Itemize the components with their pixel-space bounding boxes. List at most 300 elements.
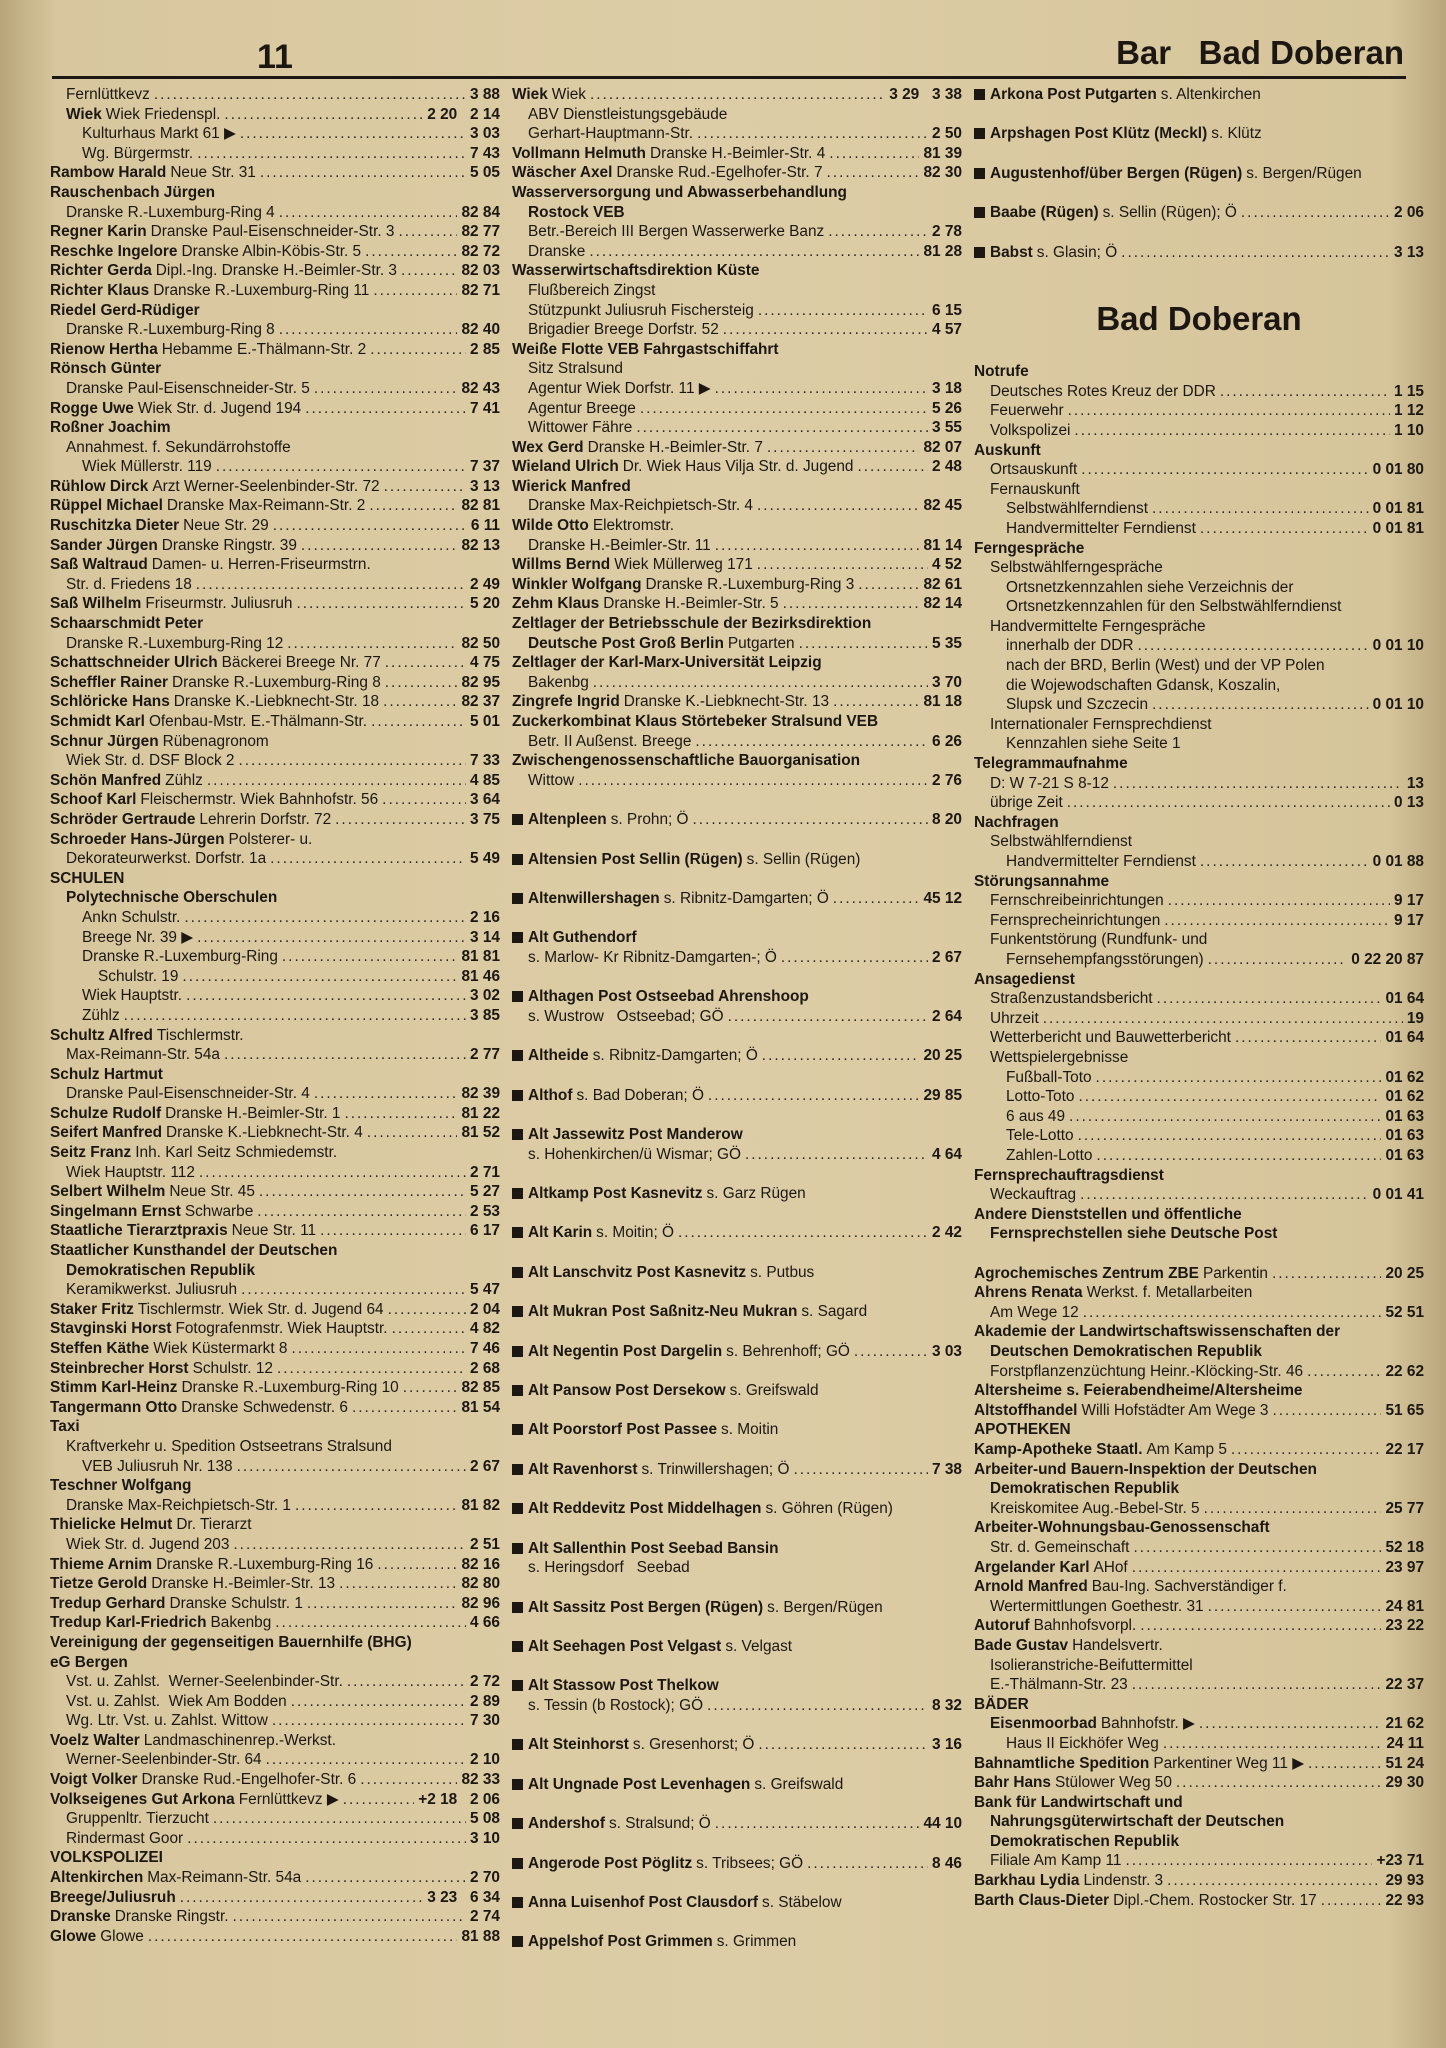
phone-number: 3 88: [470, 86, 500, 103]
dot-leader: [371, 712, 466, 732]
entry-detail: s. Prohn; Ö: [610, 811, 689, 829]
directory-entry: [974, 1440, 1424, 1460]
entry-detail: Fernsprecheinrichtungen: [990, 911, 1161, 929]
entry-name: Rauschenbach Jürgen: [50, 183, 216, 201]
entry-name: Babst: [990, 243, 1033, 261]
dot-leader: [1132, 1675, 1382, 1695]
directory-entry: [50, 1692, 500, 1712]
entry-detail: Dranske K.-Liebknecht-Str. 4: [166, 1124, 363, 1142]
entry-detail: Damen- u. Herren-Friseurmstrn.: [151, 556, 371, 574]
entry-detail: Selbstwählferndienst: [1006, 500, 1149, 518]
entry-detail: Dranske R.-Luxemburg-Ring 16: [156, 1555, 374, 1573]
dot-leader: [1137, 636, 1368, 656]
entry-detail: Dekorateurwerkst. Dorfstr. 1a: [66, 850, 267, 868]
entry-detail: Tischlermstr. Wiek Str. d. Jugend 64: [137, 1300, 384, 1318]
phone-number: 5 49: [470, 850, 500, 868]
directory-entry: [974, 793, 1424, 813]
phone-number: 2 16: [470, 908, 500, 926]
phone-number: 82 96: [461, 1594, 500, 1612]
entry-detail: Dr. Tierarzt: [176, 1516, 252, 1534]
directory-entry: [974, 813, 1424, 833]
square-bullet-icon: [512, 1424, 523, 1435]
phone-number: 21 62: [1385, 1715, 1424, 1733]
directory-entry: [974, 1734, 1424, 1754]
square-bullet-icon: [512, 1050, 523, 1061]
directory-entry: [974, 872, 1424, 892]
dot-leader: [287, 634, 457, 654]
phone-number: 0 22 20 87: [1351, 950, 1424, 968]
phone-number: 52 18: [1385, 1538, 1424, 1556]
dot-leader: [197, 928, 466, 948]
directory-entry: [50, 1241, 500, 1261]
phone-number: 3 03: [470, 125, 500, 143]
phone-number: 01 62: [1385, 1088, 1424, 1106]
entry-detail: s. Tribsees; GÖ: [696, 1854, 804, 1872]
directory-entry: [974, 421, 1424, 441]
directory-entry: [50, 1555, 500, 1575]
directory-entry: [512, 1086, 962, 1106]
directory-entry: [512, 732, 962, 752]
directory-entry: [974, 911, 1424, 931]
square-bullet-icon: [512, 1267, 523, 1278]
entry-detail: Dranske Paul-Eisenschneider-Str. 3: [150, 223, 395, 241]
entry-name: SCHULEN: [50, 869, 125, 887]
entry-detail: Dranske Schwedenstr. 6: [181, 1398, 348, 1416]
entry-name: Wierick Manfred: [512, 477, 631, 495]
phone-number: 2 48: [932, 458, 962, 476]
phone-number: 2 74: [470, 1908, 500, 1926]
dot-leader: [715, 379, 928, 399]
phone-number: 5 05: [470, 164, 500, 182]
dot-leader: [307, 1594, 458, 1614]
directory-entry: [50, 1437, 500, 1457]
entry-detail: Breege Nr. 39 ▶: [82, 928, 194, 946]
directory-entry: [974, 1460, 1424, 1480]
entry-detail: Dranske Max-Reimann-Str. 2: [166, 497, 366, 515]
directory-entry: [50, 203, 500, 223]
entry-detail: die Wojewodschaften Gdansk, Koszalin,: [1006, 676, 1281, 694]
entry-detail: s. Heringsdorf Seebad: [528, 1559, 690, 1577]
entry-detail: Wertermittlungen Goethestr. 31: [990, 1597, 1204, 1615]
dot-leader: [233, 1535, 466, 1555]
dot-leader: [335, 810, 466, 830]
directory-entry: [50, 1672, 500, 1692]
phone-number: 51 65: [1385, 1401, 1424, 1419]
entry-detail: Str. d. Gemeinschaft: [990, 1538, 1130, 1556]
dot-leader: [385, 653, 466, 673]
entry-name: Agrochemisches Zentrum ZBE: [974, 1264, 1199, 1282]
dot-leader: [728, 1007, 928, 1027]
entry-name: Altersheime s. Feierabendheime/Altersheime: [974, 1382, 1303, 1400]
entry-detail: nach der BRD, Berlin (West) und der VP Polen: [1006, 657, 1325, 675]
directory-entry: [50, 1300, 500, 1320]
square-bullet-icon: [512, 814, 523, 825]
directory-entry: [512, 1558, 962, 1578]
dot-leader: [295, 1496, 458, 1516]
entry-name: Wex Gerd: [512, 438, 584, 456]
entry-name: Rostock VEB: [528, 203, 625, 221]
column-2: [512, 85, 962, 1952]
directory-entry: [974, 1812, 1424, 1832]
directory-entry: [50, 144, 500, 164]
phone-number: 4 52: [932, 556, 962, 574]
directory-entry: [974, 1126, 1424, 1146]
entry-name: Demokratischen Republik: [66, 1261, 256, 1279]
directory-entry: [512, 1302, 962, 1322]
column-3: [974, 85, 1424, 1952]
directory-entry: [512, 1932, 962, 1952]
directory-entry: [512, 183, 962, 203]
dot-leader: [1074, 421, 1390, 441]
phone-number: 44 10: [923, 1815, 962, 1833]
directory-entry: [50, 575, 500, 595]
directory-entry: [974, 1048, 1424, 1068]
phone-number: 82 50: [461, 634, 500, 652]
directory-entry: [974, 1028, 1424, 1048]
entry-name: Willms Bernd: [512, 556, 611, 574]
dot-leader: [1152, 499, 1369, 519]
dot-leader: [124, 1006, 466, 1026]
entry-detail: s. Marlow- Kr Ribnitz-Damgarten-; Ö: [528, 948, 777, 966]
directory-entry: [512, 281, 962, 301]
dot-leader: [382, 790, 466, 810]
entry-detail: Ankn Schulstr.: [82, 908, 181, 926]
entry-detail: Fleischermstr. Wiek Bahnhofstr. 56: [140, 791, 379, 809]
directory-entry: [50, 359, 500, 379]
directory-entry: [974, 832, 1424, 852]
entry-detail: Schulstr. 12: [192, 1359, 273, 1377]
dot-leader: [275, 1613, 466, 1633]
phone-number: 82 81: [461, 497, 500, 515]
dot-leader: [392, 1319, 466, 1339]
directory-entry: [974, 1283, 1424, 1303]
directory-entry: [50, 1084, 500, 1104]
directory-entry: [512, 1893, 962, 1913]
phone-number: 6 17: [470, 1222, 500, 1240]
directory-entry: [974, 676, 1424, 696]
directory-entry: [50, 653, 500, 673]
entry-detail: s. Stralsund; Ö: [608, 1815, 711, 1833]
column-3-bottom: [974, 362, 1424, 1910]
entry-detail: Dranske Albin-Köbis-Str. 5: [181, 242, 362, 260]
directory-entry: [974, 164, 1424, 184]
entry-detail: Neue Str. 31: [170, 164, 256, 182]
entry-name: Sander Jürgen: [50, 536, 158, 554]
entry-detail: Kraftverkehr u. Spedition Ostseetrans Stralsund: [66, 1437, 392, 1455]
entry-name: Schattschneider Ulrich: [50, 654, 218, 672]
dot-leader: [1307, 1362, 1381, 1382]
dot-leader: [279, 203, 458, 223]
directory-entry: [512, 1223, 962, 1243]
entry-detail: Schulstr. 19: [98, 967, 179, 985]
phone-number: 2 06: [1394, 204, 1424, 222]
square-bullet-icon: [512, 1680, 523, 1691]
entry-name: Glowe: [50, 1927, 97, 1945]
entry-detail: Wiek Friedenspl.: [105, 105, 221, 123]
directory-entry: [512, 751, 962, 771]
entry-name: Staatliche Tierarztpraxis: [50, 1222, 228, 1240]
dot-leader: [758, 301, 928, 321]
entry-detail: s. Bergen/Rügen: [1246, 164, 1362, 182]
directory-entry: [50, 869, 500, 889]
dot-leader: [241, 1280, 466, 1300]
dot-leader: [180, 1888, 424, 1908]
entry-detail: Ortsnetzkennzahlen siehe Verzeichnis der: [1006, 578, 1294, 596]
entry-detail: Dranske H.-Beimler-Str. 4: [649, 144, 826, 162]
entry-detail: Internationaler Fernsprechdienst: [990, 715, 1212, 733]
entry-detail: Hebamme E.-Thälmann-Str. 2: [161, 340, 367, 358]
directory-entry: [512, 1263, 962, 1283]
entry-name: Staatlicher Kunsthandel der Deutschen: [50, 1242, 338, 1260]
entry-detail: s. Bad Doberan; Ö: [576, 1086, 704, 1104]
entry-name: Schulze Rudolf: [50, 1104, 162, 1122]
dot-leader: [1235, 1028, 1382, 1048]
directory-columns: [50, 85, 1424, 1952]
entry-name: Altheide: [528, 1047, 589, 1065]
entry-name: Zwischengenossenschaftliche Bauorganisation: [512, 752, 861, 770]
entry-name: Richter Klaus: [50, 281, 150, 299]
dot-leader: [1167, 1871, 1381, 1891]
dot-leader: [693, 810, 929, 830]
entry-name: Alt Reddevitz Post Middelhagen: [528, 1500, 762, 1518]
entry-name: Arpshagen Post Klütz (Meckl): [990, 125, 1208, 143]
phone-number: 2 51: [470, 1535, 500, 1553]
directory-entry: [50, 967, 500, 987]
directory-entry: [512, 163, 962, 183]
directory-entry: [974, 1166, 1424, 1186]
entry-detail: Bäckerei Breege Nr. 77: [221, 654, 381, 672]
phone-number: 0 01 81: [1372, 519, 1424, 537]
phone-number: 81 18: [923, 693, 962, 711]
entry-name: Steinbrecher Horst: [50, 1359, 189, 1377]
entry-name: Rambow Harald: [50, 164, 167, 182]
phone-number: 0 01 10: [1372, 696, 1424, 714]
directory-entry: [974, 441, 1424, 461]
entry-name: Thielicke Helmut: [50, 1516, 173, 1534]
directory-entry: [974, 715, 1424, 735]
directory-entry: [512, 144, 962, 164]
directory-entry: [50, 1711, 500, 1731]
entry-name: Wasserversorgung und Abwasserbehandlung: [512, 183, 847, 201]
entry-detail: Parkentin: [1202, 1264, 1268, 1282]
entry-detail: Lotto-Toto: [1006, 1088, 1075, 1106]
directory-entry: [974, 1714, 1424, 1734]
dot-leader: [239, 751, 467, 771]
entry-detail: Gruppenltr. Tierzucht: [66, 1810, 209, 1828]
dot-leader: [828, 222, 928, 242]
entry-detail: Vst. u. Zahlst. Wiek Am Bodden: [66, 1692, 287, 1710]
phone-number: 3 18: [932, 379, 962, 397]
entry-detail: Schwarbe: [184, 1202, 254, 1220]
phone-number: 1 15: [1394, 382, 1424, 400]
square-bullet-icon: [512, 1306, 523, 1317]
phone-number: 4 85: [470, 771, 500, 789]
directory-entry: [512, 1499, 962, 1519]
phone-number: 52 51: [1385, 1303, 1424, 1321]
entry-detail: Kreiskomitee Aug.-Bebel-Str. 5: [990, 1499, 1200, 1517]
entry-detail: Stützpunkt Juliusruh Fischersteig: [528, 301, 754, 319]
square-bullet-icon: [512, 1503, 523, 1514]
directory-entry: [50, 1378, 500, 1398]
entry-detail: s. Göhren (Rügen): [765, 1500, 893, 1518]
entry-detail: s. Ribnitz-Damgarten; Ö: [592, 1047, 758, 1065]
phone-number: 82 37: [461, 693, 500, 711]
directory-entry: [512, 1460, 962, 1480]
dot-leader: [367, 1123, 458, 1143]
entry-detail: s. Bergen/Rügen: [767, 1598, 883, 1616]
entry-detail: s. Tessin (b Rostock); GÖ: [528, 1696, 704, 1714]
dot-leader: [352, 1398, 458, 1418]
phone-number: 01 62: [1385, 1068, 1424, 1086]
entry-detail: Ortsnetzkennzahlen für den Selbstwählferndienst: [1006, 598, 1342, 616]
entry-detail: Wg. Ltr. Vst. u. Zahlst. Wittow: [66, 1712, 268, 1730]
entry-detail: Bau-Ing. Sachverständiger f.: [1091, 1578, 1287, 1596]
directory-entry: [974, 1577, 1424, 1597]
directory-entry: [974, 85, 1424, 105]
square-bullet-icon: [512, 932, 523, 943]
dot-leader: [398, 222, 457, 242]
entry-detail: Agentur Wiek Dorfstr. 11 ▶: [528, 379, 711, 397]
entry-name: Wilde Otto: [512, 517, 589, 535]
entry-name: Altkamp Post Kasnevitz: [528, 1185, 703, 1203]
directory-entry: [50, 536, 500, 556]
directory-entry: [512, 614, 962, 634]
entry-name: Zeltlager der Karl-Marx-Universität Leipzig: [512, 654, 822, 672]
directory-entry: [50, 105, 500, 125]
directory-entry: [512, 203, 962, 223]
entry-detail: Wiek Str. d. Jugend 203: [66, 1535, 230, 1553]
phone-number: 4 66: [470, 1614, 500, 1632]
directory-entry: [50, 947, 500, 967]
phone-number: 6 15: [932, 301, 962, 319]
entry-name: Schnur Jürgen: [50, 732, 159, 750]
dot-leader: [360, 1770, 457, 1790]
entry-detail: Neue Str. 29: [183, 517, 269, 535]
directory-entry: [512, 1814, 962, 1834]
entry-detail: Dranske K.-Liebknecht-Str. 13: [623, 693, 830, 711]
directory-entry: [974, 1381, 1424, 1401]
directory-entry: [974, 1322, 1424, 1342]
phone-number: 24 11: [1386, 1734, 1424, 1752]
dot-leader: [1204, 1499, 1382, 1519]
directory-entry: [50, 281, 500, 301]
directory-entry: [974, 1871, 1424, 1891]
entry-detail: Dranske Ringstr. 39: [161, 536, 297, 554]
directory-entry: [974, 754, 1424, 774]
directory-entry: [50, 1143, 500, 1163]
entry-name: Bade Gustav: [974, 1636, 1069, 1654]
entry-detail: Dranske Max-Reichpietsch-Str. 4: [528, 497, 753, 515]
dot-leader: [272, 1711, 466, 1731]
entry-name: VOLKSPOLIZEI: [50, 1849, 163, 1867]
phone-number: 82 71: [461, 281, 500, 299]
dot-leader: [385, 673, 458, 693]
entry-detail: s. Wustrow Ostseebad; GÖ: [528, 1007, 724, 1025]
phone-number: 01 63: [1385, 1107, 1424, 1125]
entry-name: Alt Guthendorf: [528, 929, 637, 947]
directory-entry: [974, 1793, 1424, 1813]
phone-number: 2 67: [932, 948, 962, 966]
entry-name: Akademie der Landwirtschaftswissenschaften der: [974, 1323, 1341, 1341]
entry-detail: Deutsches Rotes Kreuz der DDR: [990, 382, 1216, 400]
directory-entry: [50, 1339, 500, 1359]
directory-entry: [512, 105, 962, 125]
directory-entry: [50, 830, 500, 850]
entry-name: Bahr Hans: [974, 1774, 1051, 1792]
entry-name: Alt Jassewitz Post Manderow: [528, 1126, 743, 1144]
directory-entry: [50, 1770, 500, 1790]
entry-name: Tredup Gerhard: [50, 1594, 166, 1612]
entry-name: Schröder Gertraude: [50, 810, 196, 828]
phone-number: 19: [1406, 1009, 1424, 1027]
entry-name: Stimm Karl-Heinz: [50, 1379, 178, 1397]
entry-name: Singelmann Ernst: [50, 1202, 181, 1220]
dot-leader: [1321, 1891, 1382, 1911]
dot-leader: [401, 261, 458, 281]
phone-number: 0 01 10: [1372, 637, 1424, 655]
dot-leader: [1043, 1009, 1403, 1029]
dot-leader: [1168, 891, 1390, 911]
directory-entry: [974, 1342, 1424, 1362]
entry-name: Polytechnische Oberschulen: [66, 889, 278, 907]
dot-leader: [695, 732, 928, 752]
dot-leader: [636, 418, 928, 438]
phone-number: 82 16: [461, 1555, 500, 1573]
entry-detail: Dranske K.-Liebknecht-Str. 18: [173, 693, 380, 711]
phone-number: 8 32: [932, 1696, 962, 1714]
entry-name: Alt Ungnade Post Levenhagen: [528, 1775, 751, 1793]
dot-leader: [148, 1927, 458, 1947]
entry-detail: Dranske Ringstr.: [114, 1908, 229, 1926]
entry-detail: Betr. II Außenst. Breege: [528, 732, 692, 750]
directory-entry: [974, 558, 1424, 578]
entry-name: Demokratischen Republik: [990, 1480, 1180, 1498]
entry-name: Angerode Post Pöglitz: [528, 1854, 693, 1872]
dot-leader: [240, 124, 466, 144]
dot-leader: [793, 1460, 928, 1480]
entry-detail: Dr. Wiek Haus Vilja Str. d. Jugend: [622, 458, 854, 476]
dot-leader: [197, 144, 466, 164]
dot-leader: [1273, 1401, 1382, 1421]
directory-entry: [974, 597, 1424, 617]
entry-detail: Werner-Seelenbinder-Str. 64: [66, 1751, 262, 1769]
directory-entry: [974, 1107, 1424, 1127]
entry-detail: Bahnhofsvorpl.: [1033, 1617, 1137, 1635]
directory-entry: [50, 1809, 500, 1829]
entry-name: Alt Ravenhorst: [528, 1460, 638, 1478]
entry-detail: Bakenbg: [528, 673, 589, 691]
entry-name: Demokratischen Republik: [990, 1832, 1180, 1850]
entry-name: Wiek: [66, 105, 102, 123]
entry-name: Breege/Juliusruh: [50, 1888, 176, 1906]
phone-number: 7 43: [470, 144, 500, 162]
entry-detail: Fernlüttkevz ▶: [238, 1790, 339, 1808]
entry-name: Saß Wilhelm: [50, 595, 142, 613]
dot-leader: [854, 1342, 928, 1362]
entry-name: Alt Seehagen Post Velgast: [528, 1637, 722, 1655]
entry-detail: Rübenagronom: [162, 732, 269, 750]
entry-detail: Wiek Müllerweg 171: [614, 556, 753, 574]
directory-entry: [50, 594, 500, 614]
dot-leader: [1069, 1107, 1381, 1127]
dot-leader: [1133, 1538, 1381, 1558]
directory-entry: [974, 656, 1424, 676]
directory-entry: [50, 1319, 500, 1339]
directory-entry: [512, 653, 962, 673]
directory-entry: [974, 362, 1424, 382]
entry-name: Tietze Gerold: [50, 1575, 148, 1593]
directory-entry: [974, 539, 1424, 559]
